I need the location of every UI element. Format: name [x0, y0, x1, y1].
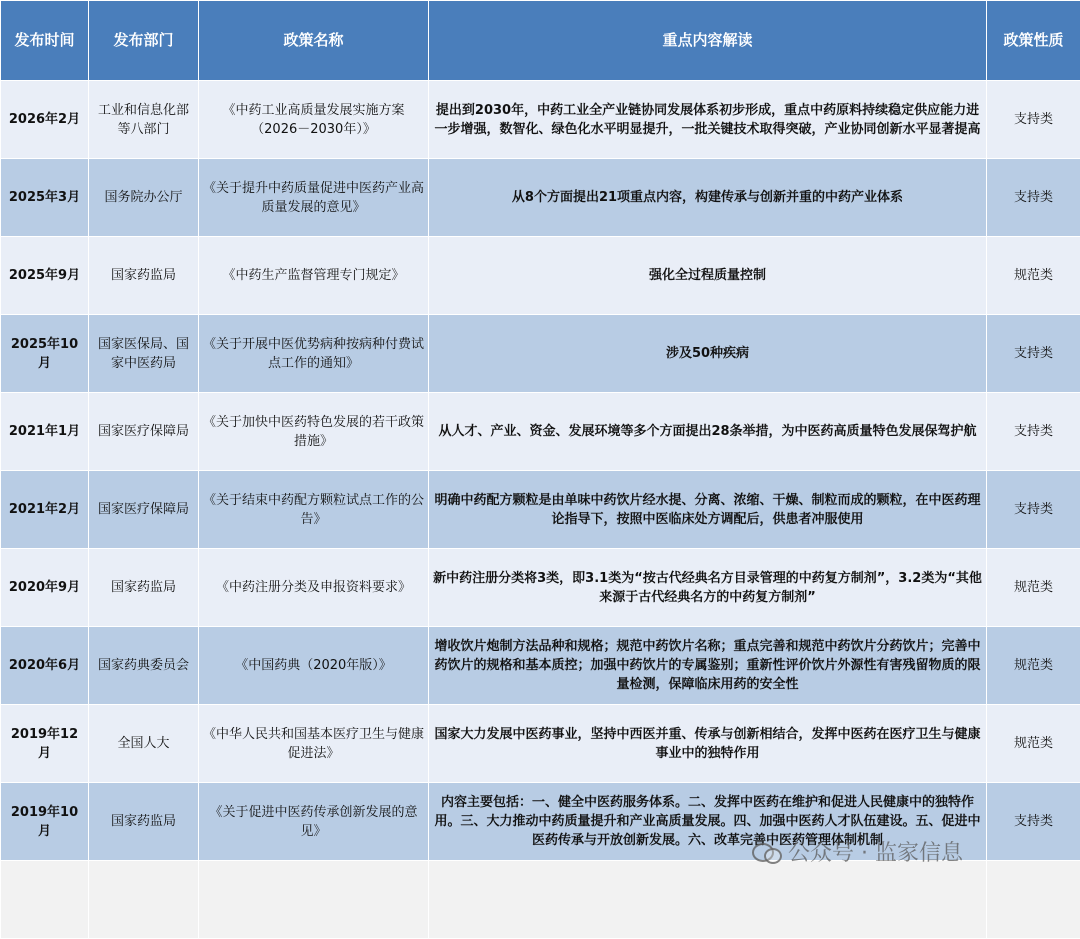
cell-name: 《关于结束中药配方颗粒试点工作的公告》	[199, 471, 429, 549]
cell-dept: 国家医疗保障局	[89, 471, 199, 549]
cell-dept: 工业和信息化部等八部门	[89, 81, 199, 159]
cell-dept: 国务院办公厅	[89, 159, 199, 237]
watermark	[752, 836, 963, 867]
table-row	[1, 705, 1080, 783]
cell-date: 2021年2月	[1, 471, 89, 549]
cell-empty	[429, 861, 987, 939]
cell-content: 强化全过程质量控制	[429, 237, 987, 315]
table-row	[1, 315, 1080, 393]
cell-content: 从人才、产业、资金、发展环境等多个方面提出28条举措，为中医药高质量特色发展保驾护航	[429, 393, 987, 471]
cell-date: 2025年3月	[1, 159, 89, 237]
header-date: 发布时间	[1, 1, 89, 81]
cell-name: 《中药生产监督管理专门规定》	[199, 237, 429, 315]
cell-date: 2019年10月	[1, 783, 89, 861]
cell-content: 提出到2030年，中药工业全产业链协同发展体系初步形成，重点中药原料持续稳定供应能力进一步增强，数智化、绿色化水平明显提升，一批关键技术取得突破，产业协同创新水平显著提高	[429, 81, 987, 159]
cell-type: 支持类	[987, 315, 1080, 393]
cell-empty	[987, 861, 1080, 939]
table-row	[1, 237, 1080, 315]
cell-dept: 国家药监局	[89, 549, 199, 627]
header-type: 政策性质	[987, 1, 1080, 81]
cell-content: 从8个方面提出21项重点内容，构建传承与创新并重的中药产业体系	[429, 159, 987, 237]
cell-type: 规范类	[987, 549, 1080, 627]
cell-name: 《中药注册分类及申报资料要求》	[199, 549, 429, 627]
cell-content: 内容主要包括：一、健全中医药服务体系。二、发挥中医药在维护和促进人民健康中的独特作用。三、大力推动中药质量提升和产业高质量发展。四、加强中医药人才队伍建设。五、促进中医药传承与开放创新发展。六、改革完善中医药管理体制机制	[429, 783, 987, 861]
cell-name: 《中华人民共和国基本医疗卫生与健康促进法》	[199, 705, 429, 783]
cell-type: 支持类	[987, 393, 1080, 471]
cell-date: 2021年1月	[1, 393, 89, 471]
cell-name: 《中国药典（2020年版）》	[199, 627, 429, 705]
header-dept: 发布部门	[89, 1, 199, 81]
cell-name: 《关于开展中医优势病种按病种付费试点工作的通知》	[199, 315, 429, 393]
cell-dept: 国家医保局、国家中医药局	[89, 315, 199, 393]
cell-date: 2025年10月	[1, 315, 89, 393]
cell-dept: 国家医疗保障局	[89, 393, 199, 471]
cell-type: 规范类	[987, 237, 1080, 315]
table-header-row	[1, 1, 1080, 81]
cell-type: 规范类	[987, 705, 1080, 783]
wechat-icon	[752, 839, 782, 865]
cell-date: 2020年9月	[1, 549, 89, 627]
table-row	[1, 393, 1080, 471]
table-row	[1, 627, 1080, 705]
cell-dept: 国家药监局	[89, 237, 199, 315]
table-row	[1, 81, 1080, 159]
cell-content: 明确中药配方颗粒是由单味中药饮片经水提、分离、浓缩、干燥、制粒而成的颗粒，在中医药理论指导下，按照中医临床处方调配后，供患者冲服使用	[429, 471, 987, 549]
cell-dept: 国家药典委员会	[89, 627, 199, 705]
cell-name: 《关于促进中医药传承创新发展的意见》	[199, 783, 429, 861]
cell-content: 增收饮片炮制方法品种和规格；规范中药饮片名称；重点完善和规范中药饮片分药饮片；完善中药饮片的规格和基本质控；加强中药饮片的专属鉴别；重新性评价饮片外源性有害残留物质的限量检测，保障临床用药的安全性	[429, 627, 987, 705]
table-row	[1, 471, 1080, 549]
cell-content: 国家大力发展中医药事业，坚持中西医并重、传承与创新相结合，发挥中医药在医疗卫生与健康事业中的独特作用	[429, 705, 987, 783]
cell-dept: 国家药监局	[89, 783, 199, 861]
cell-empty	[1, 861, 89, 939]
cell-dept: 全国人大	[89, 705, 199, 783]
cell-name: 《中药工业高质量发展实施方案（2026－2030年）》	[199, 81, 429, 159]
cell-content: 涉及50种疾病	[429, 315, 987, 393]
cell-content: 新中药注册分类将3类，即3.1类为“按古代经典名方目录管理的中药复方制剂”，3.2类为“其他来源于古代经典名方的中药复方制剂”	[429, 549, 987, 627]
table-row-empty	[1, 861, 1080, 939]
cell-name: 《关于提升中药质量促进中医药产业高质量发展的意见》	[199, 159, 429, 237]
header-name: 政策名称	[199, 1, 429, 81]
watermark-text: 公众号 · 监家信息	[788, 836, 963, 867]
cell-type: 支持类	[987, 471, 1080, 549]
cell-empty	[199, 861, 429, 939]
cell-date: 2020年6月	[1, 627, 89, 705]
cell-date: 2025年9月	[1, 237, 89, 315]
table-row	[1, 159, 1080, 237]
table-row	[1, 549, 1080, 627]
cell-date: 2026年2月	[1, 81, 89, 159]
cell-type: 支持类	[987, 81, 1080, 159]
cell-date: 2019年12月	[1, 705, 89, 783]
cell-empty	[89, 861, 199, 939]
cell-name: 《关于加快中医药特色发展的若干政策措施》	[199, 393, 429, 471]
cell-type: 支持类	[987, 783, 1080, 861]
header-content: 重点内容解读	[429, 1, 987, 81]
cell-type: 支持类	[987, 159, 1080, 237]
cell-type: 规范类	[987, 627, 1080, 705]
